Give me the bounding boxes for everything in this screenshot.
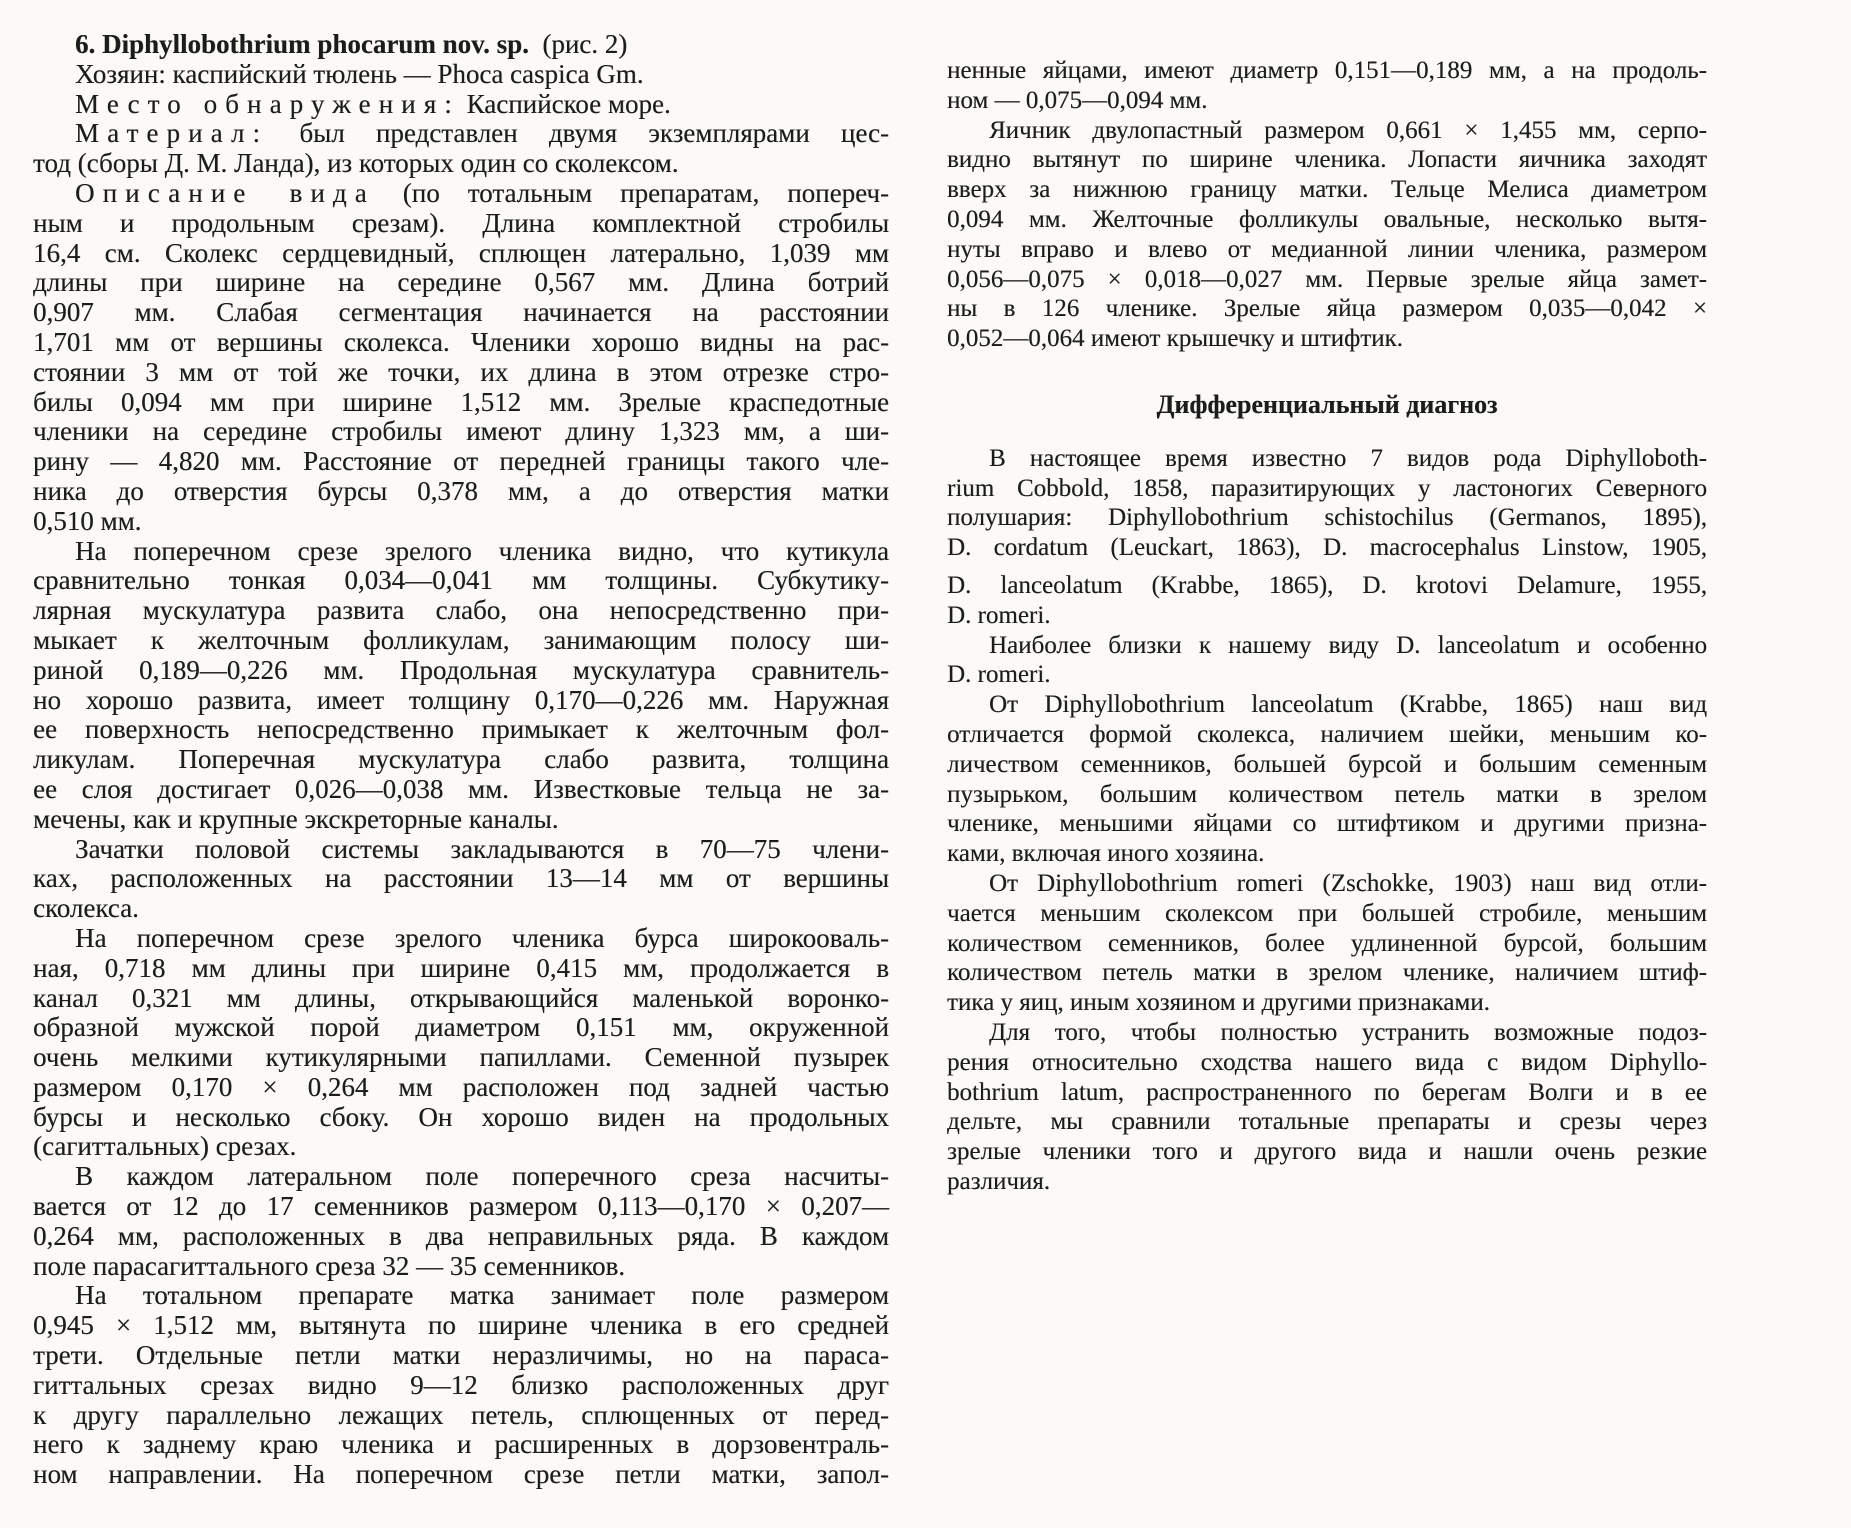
text-line: трети. Отдельные петли матки неразличимы, но на параса- — [33, 1340, 889, 1371]
text-line: риной 0,189—0,226 мм. Продольная мускулатура сравнитель- — [33, 654, 889, 685]
text-line: ках, расположенных на расстоянии 13—14 мм от вершины — [33, 863, 889, 894]
text-line: bothrium latum, распространенного по берегам Волги и в ее — [947, 1078, 1707, 1106]
text-line: канал 0,321 мм длины, открывающийся маленькой воронко- — [33, 982, 889, 1013]
text-line: мечены, как и крупные экскреторные каналы. — [33, 803, 559, 834]
text-segment: был представлен двумя экземплярами цес- — [268, 118, 889, 149]
text-line: стоянии 3 мм от той же точки, их длина в этом отрезке стро- — [33, 356, 889, 387]
text-line: мыкает к желточным фолликулам, занимающим полосу ши- — [33, 624, 889, 655]
text-segment: (рис. 2) — [528, 29, 628, 59]
text-line: ны в 126 членике. Зрелые яйца размером 0,035—0,042 × — [947, 295, 1707, 323]
text-line: 0,056—0,075 × 0,018—0,027 мм. Первые зрелые яйца замет- — [947, 265, 1707, 293]
text-line: билы 0,094 мм при ширине 1,512 мм. Зрелые краспедотные — [33, 386, 889, 417]
text-line: D. cordatum (Leuckart, 1863), D. macrocephalus Linstow, 1905, — [947, 534, 1707, 562]
text-line: гиттальных срезах видно 9—12 близко расположенных друг — [33, 1369, 889, 1400]
text-line: ее слоя достигает 0,026—0,038 мм. Известковые тельца не за- — [33, 773, 889, 804]
text-line: D. romeri. — [947, 661, 1051, 689]
text-segment: (по тотальным препаратам, попереч- — [374, 177, 889, 208]
text-line: ным и продольным срезам). Длина комплектной стробилы — [33, 207, 889, 238]
text-line: От Diphyllobothrium romeri (Zschokke, 1903) наш вид отли- — [989, 869, 1707, 897]
text-line — [33, 90, 889, 120]
text-line — [33, 30, 889, 60]
text-line: 0,945 × 1,512 мм, вытянута по ширине членика в его средней — [33, 1310, 889, 1341]
left-text-column — [33, 30, 889, 1490]
text-line: но хорошо развита, имеет толщину 0,170—0,226 мм. Наружная — [33, 684, 889, 715]
text-line: рения относительно сходства нашего вида с видом Diphyllo- — [947, 1048, 1707, 1076]
text-line: вверх за нижнюю границу матки. Тельце Мелиса диаметром — [947, 176, 1707, 204]
text-line: нуты вправо и влево от медианной линии членика, размером — [947, 235, 1707, 263]
text-line: ном — 0,075—0,094 мм. — [947, 86, 1208, 114]
text-line: рину — 4,820 мм. Расстояние от передней границы такого чле- — [33, 446, 889, 477]
text-line: образной мужской порой диаметром 0,151 мм, окруженной — [33, 1012, 889, 1043]
text-line: различия. — [947, 1167, 1051, 1195]
text-line: личеством семенников, большей бурсой и большим семенным — [947, 750, 1707, 778]
right-column-intro-text — [947, 56, 1707, 354]
right-column-section-text — [947, 444, 1707, 1197]
text-line: очень мелкими кутикулярными папиллами. Семенной пузырек — [33, 1042, 889, 1073]
text-line: 0,052—0,064 имеют крышечку и штифтик. — [947, 325, 1403, 353]
text-line: ном направлении. На поперечном срезе петли матки, запол- — [33, 1459, 889, 1490]
text-line: Яичник двулопастный размером 0,661 × 1,455 мм, серпо- — [989, 116, 1707, 144]
text-line: Зачатки половой системы закладываются в 70—75 члени- — [75, 833, 889, 864]
text-line: 0,264 мм, расположенных в два неправильных ряда. В каждом — [33, 1220, 889, 1251]
text-line: rium Cobbold, 1858, паразитирующих у ластоногих Северного — [947, 474, 1707, 502]
text-line: чается меньшим сколексом при большей стробиле, меньшим — [947, 899, 1707, 927]
text-line: На поперечном срезе зрелого членика бурса широкооваль- — [75, 922, 889, 953]
text-line: зрелые членики того и другого вида и нашли очень резкие — [947, 1138, 1707, 1166]
text-line: бурсы и несколько сбоку. Он хорошо виден на продольных — [33, 1101, 889, 1132]
text-line: В каждом латеральном поле поперечного среза насчиты- — [75, 1161, 889, 1192]
text-line: отличается формой сколекса, наличием шейки, меньшим ко- — [947, 720, 1707, 748]
text-line: На тотальном препарате матка занимает поле размером — [75, 1280, 889, 1311]
text-line: Для того, чтобы полностью устранить возможные подоз- — [989, 1018, 1707, 1046]
text-line: видно вытянут по ширине членика. Лопасти яичника заходят — [947, 146, 1707, 174]
text-line: сколекса. — [33, 893, 139, 924]
text-line: полушария: Diphyllobothrium schistochilus (Germanos, 1895), — [947, 504, 1707, 532]
text-line: поле парасагиттального среза 32 — 35 семенников. — [33, 1250, 625, 1281]
text-line: лярная мускулатура развита слабо, она непосредственно при- — [33, 595, 889, 626]
text-line: D. romeri. — [947, 601, 1051, 629]
text-line: количеством петель матки в зрелом членике, наличием штиф- — [947, 959, 1707, 987]
text-line: размером 0,170 × 0,264 мм расположен под задней частью — [33, 1071, 889, 1102]
text-line: длины при ширине на середине 0,567 мм. Длина ботрий — [33, 267, 889, 298]
text-line — [33, 119, 889, 149]
text-line: 0,907 мм. Слабая сегментация начинается на расстоянии — [33, 297, 889, 328]
bold-text-segment: 6. Diphyllobothrium phocarum nov. sp. — [75, 29, 529, 59]
right-text-column — [947, 56, 1707, 1197]
text-line — [33, 179, 889, 209]
text-line: Хозяин: каспийский тюлень — Phoca caspica Gm. — [75, 58, 644, 89]
text-line: ная, 0,718 мм длины при ширине 0,415 мм, продолжается в — [33, 952, 889, 983]
text-line: 0,094 мм. Желточные фолликулы овальные, несколько вытя- — [947, 205, 1707, 233]
differential-diagnosis-heading: Дифференциальный диагноз — [1156, 389, 1498, 419]
text-line: ненные яйцами, имеют диаметр 0,151—0,189 мм, а на продоль- — [947, 57, 1707, 84]
letterspaced-text-segment: Описание вида — [75, 177, 375, 208]
text-line: сравнительно тонкая 0,034—0,041 мм толщины. Субкутику- — [33, 565, 889, 596]
text-line: Наиболее близки к нашему виду D. lanceolatum и особенно — [989, 631, 1707, 659]
text-line: тод (сборы Д. М. Ланда), из которых один со сколексом. — [33, 148, 679, 179]
text-line: дельте, мы сравнили тотальные препараты и срезы через — [947, 1108, 1707, 1136]
text-line: него к заднему краю членика и расширенных в дорзовентраль- — [33, 1429, 889, 1460]
text-line: 1,701 мм от вершины сколекса. Членики хорошо видны на рас- — [33, 326, 889, 357]
text-line: На поперечном срезе зрелого членика видно, что кутикула — [75, 535, 889, 566]
text-line: пузырьком, большим количеством петель матки в зрелом — [947, 780, 1707, 808]
text-line: тика у яиц, иным хозяином и другими признаками. — [947, 989, 1490, 1017]
text-line: 16,4 см. Сколекс сердцевидный, сплющен латерально, 1,039 мм — [33, 237, 889, 268]
text-line: ника до отверстия бурсы 0,378 мм, а до отверстия матки — [33, 475, 889, 506]
text-line: D. lanceolatum (Krabbe, 1865), D. krotovi Delamure, 1955, — [947, 571, 1707, 599]
text-line: 0,510 мм. — [33, 505, 142, 536]
text-segment: Каспийское море. — [459, 88, 671, 119]
text-line: количеством семенников, более удлиненной бурсой, большим — [947, 929, 1707, 957]
text-line: (сагиттальных) срезах. — [33, 1131, 297, 1162]
text-line: ками, включая иного хозяина. — [947, 840, 1265, 868]
text-line: ликулам. Поперечная мускулатура слабо развита, толщина — [33, 744, 889, 775]
text-line: В настоящее время известно 7 видов рода Diphylloboth- — [989, 444, 1707, 472]
text-line: От Diphyllobothrium lanceolatum (Krabbe, 1865) наш вид — [989, 691, 1707, 719]
text-line: членике, меньшими яйцами со штифтиком и другими призна- — [947, 810, 1707, 838]
text-line: к другу параллельно лежащих петель, сплющенных от перед- — [33, 1399, 889, 1430]
letterspaced-text-segment: Место обнаружения: — [75, 88, 460, 119]
letterspaced-text-segment: Материал: — [75, 118, 269, 149]
text-line: членики на середине стробилы имеют длину 1,323 мм, а ши- — [33, 416, 889, 447]
text-line: ее поверхность непосредственно примыкает к желточным фол- — [33, 714, 889, 745]
text-line: вается от 12 до 17 семенников размером 0,113—0,170 × 0,207— — [33, 1191, 889, 1222]
